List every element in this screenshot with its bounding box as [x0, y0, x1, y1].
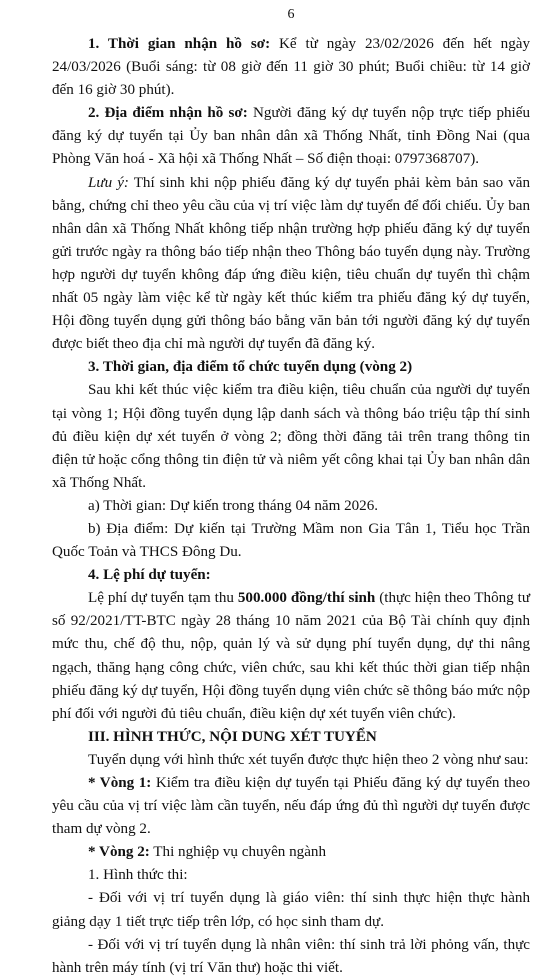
round1-paragraph: [52, 772, 530, 841]
fee-paragraph: [52, 587, 530, 726]
section-iii-intro: Tuyển dụng với hình thức xét tuyển được thực hiện theo 2 vòng như sau:: [88, 751, 529, 768]
round2-time: a) Thời gian: Dự kiến trong tháng 04 năm 2026.: [88, 497, 379, 514]
fee-heading: 4. Lệ phí dự tuyển:: [88, 567, 211, 584]
section-receive-place: [52, 102, 530, 171]
round2-place: b) Địa điểm: Dự kiến tại Trường Mầm non Gia Tân 1, Tiểu học Trần Quốc Toản và THCS Đông Du.: [52, 520, 530, 561]
note-text: Thí sinh khi nộp phiếu đăng ký dự tuyển phải kèm bản sao văn bằng, chứng chỉ theo yêu cầu của vị trí việc làm dự tuyển để đối chiếu. Ủy ban nhân dân xã Thống Nhất không tiếp nhận trường hợp phiếu đăng ký dự tuyển gửi trước ngày ra thông báo tiếp nhận theo Thông báo tuyển dụng này. Trường hợp người dự tuyển không đáp ứng điều kiện, tiêu chuẩn dự tuyển thì chậm nhất 05 ngày làm việc kể từ ngày kết thúc kiểm tra phiếu đăng ký dự tuyển, Hội đồng tuyển dụng gửi thông báo bằng văn bản tới người đăng ký dự tuyển được biết theo địa chỉ mà người dự tuyển đã đăng ký.: [52, 174, 530, 353]
receive-place-text: Người đăng ký dự tuyển nộp trực tiếp phiếu đăng ký dự tuyển tại Ủy ban nhân dân xã Thống Nhất, tỉnh Đồng Nai (qua Phòng Văn hoá - Xã hội xã Thống Nhất – Số điện thoại: 0797368707).: [52, 105, 530, 168]
round2-schedule-text: Sau khi kết thúc việc kiểm tra điều kiện, tiêu chuẩn của người dự tuyển tại vòng 1; Hội đồng tuyển dụng lập danh sách và thông báo triệu tập thí sinh đủ điều kiện dự xét tuyển ở vòng 2; đồng thời đăng tải trên trang thông tin điện tử hoặc cổng thông tin điện tử và niêm yết công khai tại Ủy ban nhân dân xã Thống Nhất.: [52, 382, 530, 491]
round2-schedule-heading: 3. Thời gian, địa điểm tổ chức tuyển dụng (vòng 2): [88, 359, 413, 376]
round2-label: * Vòng 2:: [88, 844, 150, 861]
note-paragraph: [52, 172, 530, 357]
staff-exam-text: - Đối với vị trí tuyển dụng là nhân viên: thí sinh trả lời phỏng vấn, thực hành trên máy tính (vị trí Văn thư) hoặc thi viết.: [52, 936, 530, 976]
exam-form-heading: 1. Hình thức thi:: [88, 867, 188, 884]
round2-paragraph: [52, 841, 530, 864]
round2-text: Thi nghiệp vụ chuyên ngành: [149, 844, 326, 861]
round1-label: * Vòng 1:: [88, 775, 152, 791]
fee-text-post: (thực hiện theo Thông tư số 92/2021/TT-BTC ngày 28 tháng 10 năm 2021 của Bộ Tài chính quy định mức thu, chế độ thu, nộp, quản lý và sử dụng phí tuyển dụng, dự thi nâng ngạch, thăng hạng công chức, viên chức, sau khi kết thúc thời gian tiếp nhận phiếu đăng ký dự tuyển, Hội đồng tuyển dụng viên chức sẽ thông báo mức nộp phí đối với người đủ tiêu chuẩn, điều kiện dự xét tuyển viên chức).: [52, 590, 531, 722]
receive-place-label: 2. Địa điểm nhận hồ sơ:: [88, 105, 248, 122]
fee-text-pre: Lệ phí dự tuyển tạm thu: [88, 590, 238, 607]
section-iii-heading: III. HÌNH THỨC, NỘI DUNG XÉT TUYỂN: [88, 728, 377, 745]
section-receive-time: [52, 33, 530, 102]
receive-time-text: Kể từ ngày 23/02/2026 đến hết ngày 24/03/2026 (Buổi sáng: từ 08 giờ đến 11 giờ 30 phút; Buổi chiều: từ 14 giờ đến 16 giờ 30 phút).: [52, 36, 530, 99]
fee-amount: 500.000 đồng/thí sinh: [237, 590, 376, 607]
teacher-exam-text: - Đối với vị trí tuyển dụng là giáo viên: thí sinh thực hiện thực hành giảng dạy 1 tiết trực tiếp trên lớp, có học sinh tham dự.: [52, 890, 530, 930]
receive-time-label: 1. Thời gian nhận hồ sơ:: [88, 36, 271, 52]
round1-text: Kiểm tra điều kiện dự tuyển tại Phiếu đăng ký dự tuyển theo yêu cầu của vị trí việc làm cần tuyển, nếu đáp ứng đủ thì người dự tuyển được tham dự vòng 2.: [52, 775, 530, 838]
note-label: Lưu ý:: [88, 174, 129, 191]
page-number: 6: [287, 7, 295, 22]
